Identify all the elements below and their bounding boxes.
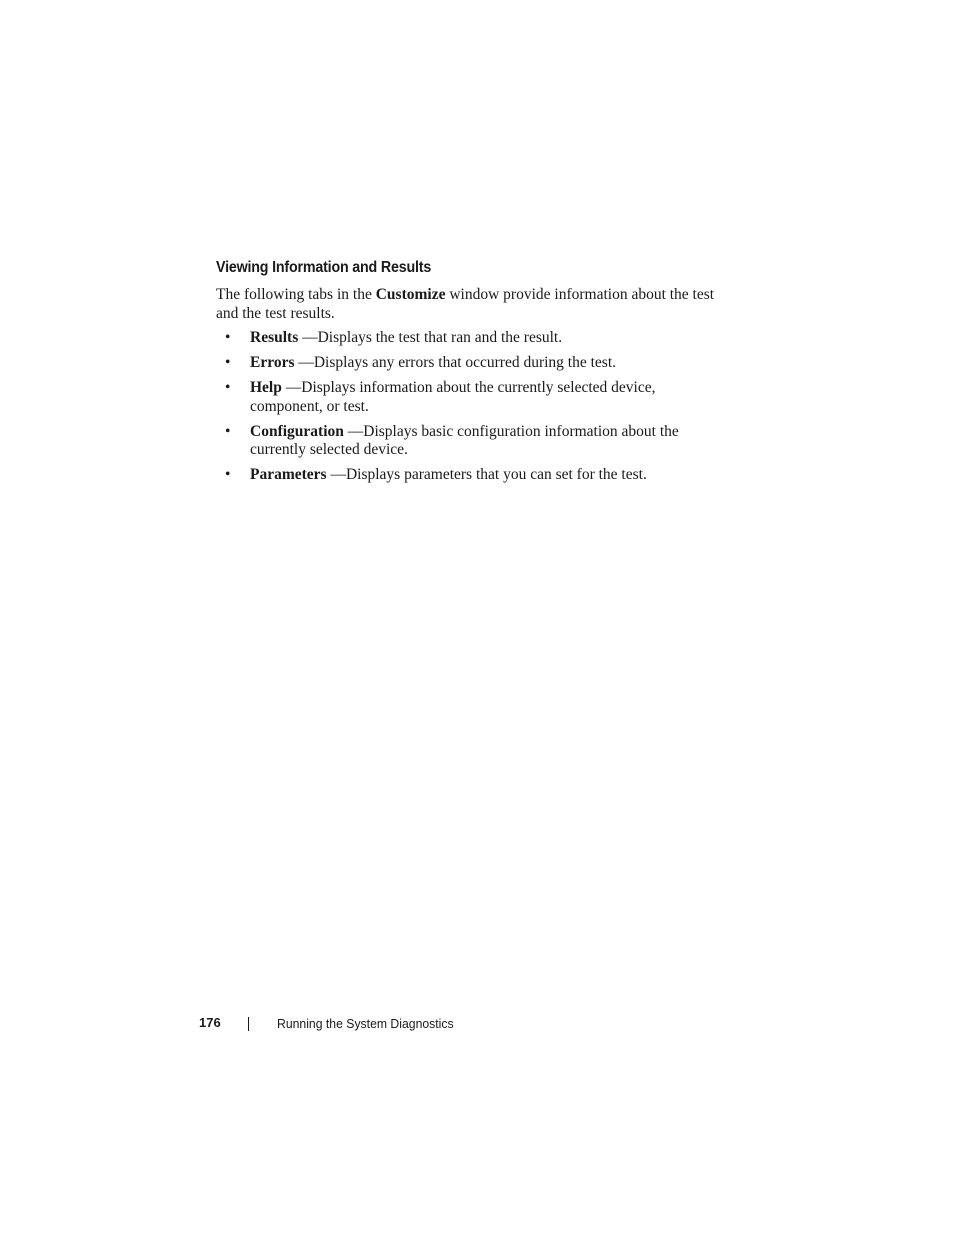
list-item (216, 354, 716, 373)
chapter-title: Running the System Diagnostics (277, 1016, 454, 1031)
page-footer (0, 1015, 954, 1035)
bullet-icon: • (225, 379, 231, 396)
list-item-description: —Displays information about the currently selected device, component, or test. (250, 379, 656, 415)
list-item-term: Results (250, 329, 299, 346)
tabs-list (216, 329, 716, 491)
footer-divider (248, 1017, 249, 1031)
intro-text-end: window provide information about the test and the test results. (216, 286, 715, 322)
bullet-icon: • (225, 329, 231, 346)
section-heading: Viewing Information and Results (216, 259, 432, 276)
bullet-icon: • (225, 466, 231, 483)
list-item (216, 423, 716, 460)
list-item-description: —Displays the test that ran and the result. (298, 329, 563, 346)
list-item-description: —Displays parameters that you can set for the test. (326, 466, 647, 483)
bullet-icon: • (225, 354, 231, 371)
list-item-term: Help (250, 379, 282, 396)
list-item-description: —Displays any errors that occurred during the test. (294, 354, 617, 371)
intro-paragraph (216, 285, 716, 323)
bullet-icon: • (225, 422, 231, 440)
list-item (216, 466, 716, 485)
intro-text-start: The following tabs in the (216, 286, 376, 303)
list-item-term: Configuration (250, 422, 344, 440)
list-item (216, 379, 716, 416)
intro-emphasis: Customize (375, 286, 446, 303)
list-item-description: —Displays basic configuration information about the currently selected device. (250, 422, 679, 458)
list-item-term: Errors (250, 354, 295, 371)
list-item-term: Parameters (250, 466, 327, 483)
list-item (216, 329, 716, 348)
page-number: 176 (199, 1015, 221, 1030)
